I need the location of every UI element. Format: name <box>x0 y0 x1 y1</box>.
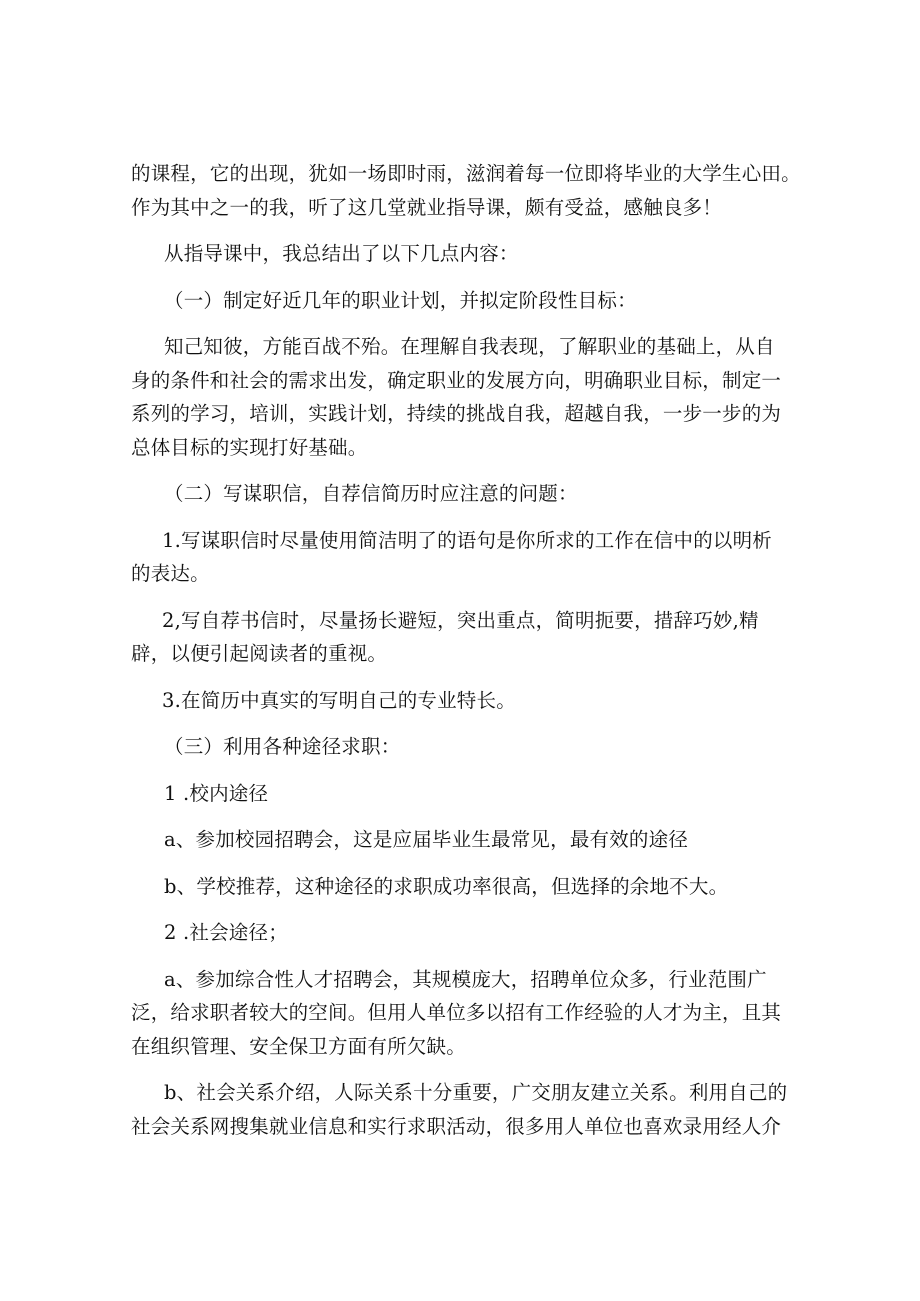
heading-line: （一）制定好近几年的职业计划，并拟定阶段性目标： <box>164 288 637 312</box>
paragraph-line: 总体目标的实现打好基础。 <box>131 435 368 459</box>
document-body <box>131 157 813 1155</box>
paragraph-line: 2,写自荐书信时，尽量扬长避短，突出重点，简明扼要，措辞巧妙,精 <box>162 608 759 632</box>
list-item-campus-a <box>131 823 813 857</box>
paragraph-career-plan <box>131 330 813 464</box>
list-item-2 <box>131 604 813 671</box>
subheading-social <box>131 916 813 950</box>
paragraph-line: 的表达。 <box>131 562 210 585</box>
paragraph-line: 系列的学习，培训，实践计划，持续的挑战自我，超越自我，一步一步的为 <box>131 402 782 425</box>
section-heading-2 <box>131 477 813 511</box>
section-heading-1 <box>131 284 813 318</box>
paragraph-line: 的课程，它的出现，犹如一场即时雨，滋润着每一位即将毕业的大学生心田。 <box>131 162 801 185</box>
heading-line: （二）写谋职信，自荐信简历时应注意的问题： <box>164 482 578 505</box>
paragraph-line: a、参加校园招聘会，这是应届毕业生最常见，最有效的途径 <box>164 828 689 851</box>
paragraph-line: 身的条件和社会的需求出发，确定职业的发展方向，明确职业目标，制定一 <box>131 368 782 392</box>
list-item-social-a <box>131 963 813 1064</box>
paragraph-line: 作为其中之一的我，听了这几堂就业指导课，颇有受益，感触良多！ <box>131 195 723 219</box>
list-item-campus-b <box>131 870 813 904</box>
paragraph-line: 从指导课中，我总结出了以下几点内容： <box>164 242 519 265</box>
paragraph-line: 知己知彼，方能百战不殆。在理解自我表现，了解职业的基础上，从自 <box>164 335 775 358</box>
list-item-3 <box>131 684 813 718</box>
paragraph-line: 1.写谋职信时尽量使用简洁明了的语句是你所求的工作在信中的以明析 <box>162 528 773 552</box>
heading-line: （三）利用各种途径求职： <box>164 735 401 758</box>
section-heading-3 <box>131 730 813 764</box>
list-item-social-b <box>131 1076 813 1143</box>
paragraph-line: 泛，给求职者较大的空间。但用人单位多以招有工作经验的人才为主，且其 <box>131 1001 782 1024</box>
paragraph-intro-continuation <box>131 157 813 224</box>
list-item-1 <box>131 524 813 591</box>
paragraph-line: b、学校推荐，这种途径的求职成功率很高，但选择的余地不大。 <box>164 874 729 898</box>
paragraph-line: a、参加综合性人才招聘会，其规模庞大，招聘单位众多，行业范围广 <box>164 967 767 991</box>
subheading-line: 2 .社会途径； <box>164 921 288 944</box>
subheading-campus <box>131 777 813 811</box>
paragraph-line: 3.在简历中真实的写明自己的专业特长。 <box>162 688 516 712</box>
paragraph-line: b、社会关系介绍，人际关系十分重要，广交朋友建立关系。利用自己的 <box>164 1081 788 1104</box>
paragraph-summary-intro <box>131 237 813 271</box>
paragraph-line: 社会关系网搜集就业信息和实行求职活动，很多用人单位也喜欢录用经人介 <box>131 1114 782 1138</box>
paragraph-line: 辟，以便引起阅读者的重视。 <box>131 642 388 665</box>
paragraph-line: 在组织管理、安全保卫方面有所欠缺。 <box>131 1034 466 1058</box>
subheading-line: 1 .校内途径 <box>164 781 269 805</box>
